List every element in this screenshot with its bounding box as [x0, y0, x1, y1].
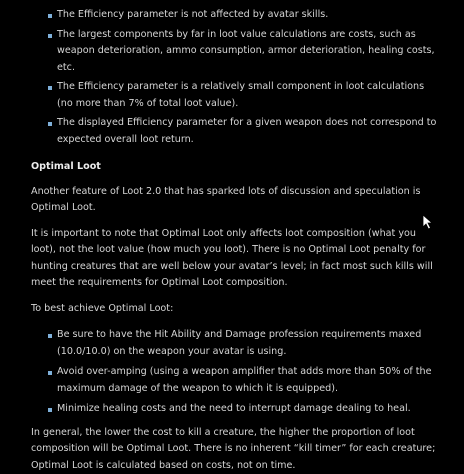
list-item [31, 7, 442, 24]
square-bullet-icon [48, 86, 52, 90]
paragraph-summary: In general, the lower the cost to kill a creature, the higher the proportion of loot composition will be Optimal Loot. There is no inherent “kill timer” for each creature; Optimal Loot is calculated based on costs, not on time. [31, 425, 442, 474]
list-item-text: Minimize healing costs and the need to interrupt damage dealing to heal. [57, 403, 411, 414]
list-item [31, 115, 442, 148]
list-item-text: The Efficiency parameter is a relatively small component in loot calculations (no more than 7% of total loot value). [57, 81, 424, 109]
paragraph-composition: It is important to note that Optimal Loot only affects loot composition (what you loot), not the loot value (how much you loot). There is no Optimal Loot penalty for hunting creatures that are well below your avatar’s level; in fact most such kills will meet the requirements for Optimal Loot composition. [31, 226, 442, 292]
optimal-loot-tips-list [31, 327, 442, 418]
list-item-text: The displayed Efficiency parameter for a given weapon does not correspond to expected overall loot return. [57, 117, 436, 145]
efficiency-notes-list [31, 7, 442, 148]
mouse-pointer-icon [422, 214, 434, 230]
square-bullet-icon [48, 334, 52, 338]
list-item [31, 364, 442, 397]
square-bullet-icon [48, 14, 52, 18]
list-item-text: Be sure to have the Hit Ability and Damage profession requirements maxed (10.0/10.0) on the weapon your avatar is using. [57, 329, 421, 357]
paragraph-intro: Another feature of Loot 2.0 that has sparked lots of discussion and speculation is Optimal Loot. [31, 184, 442, 217]
list-item [31, 27, 442, 77]
square-bullet-icon [48, 371, 52, 375]
square-bullet-icon [48, 34, 52, 38]
list-item-text: The Efficiency parameter is not affected by avatar skills. [57, 9, 328, 20]
square-bullet-icon [48, 122, 52, 126]
list-item [31, 327, 442, 360]
section-heading: Optimal Loot [31, 159, 442, 176]
list-item [31, 401, 442, 418]
square-bullet-icon [48, 408, 52, 412]
paragraph-how-to: To best achieve Optimal Loot: [31, 301, 442, 318]
list-item [31, 79, 442, 112]
list-item-text: Avoid over-amping (using a weapon amplifier that adds more than 50% of the maximum damage of the weapon to which it is equipped). [57, 366, 432, 394]
list-item-text: The largest components by far in loot value calculations are costs, such as weapon deterioration, ammo consumption, armor deterioration, healing costs, etc. [57, 29, 435, 73]
